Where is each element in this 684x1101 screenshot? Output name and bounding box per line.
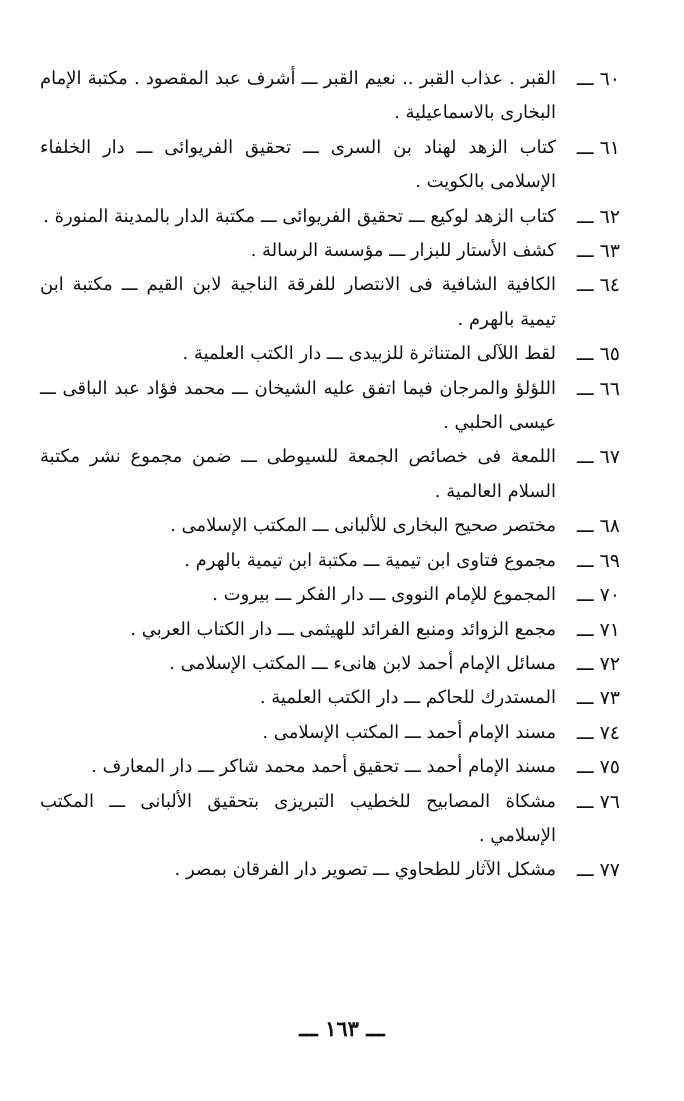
entry-text: كتاب الزهد لوكيع ـــ تحقيق الفريوائى ـــ مكتبة الدار بالمدينة المنورة . — [43, 205, 556, 227]
list-item — [40, 716, 620, 750]
list-item — [40, 647, 620, 681]
entry-text: الكافية الشافية فى الانتصار للفرقة الناجية لابن القيم ـــ مكتبة ابن تيمية بالهرم . — [40, 274, 556, 330]
list-item — [40, 62, 620, 131]
entry-number: ٧٥ ـــ — [576, 756, 620, 779]
list-item — [40, 681, 620, 715]
list-item — [40, 337, 620, 371]
entry-number: ٦٩ ـــ — [576, 549, 620, 572]
entry-text: المجموع للإمام النووى ـــ دار الفكر ـــ بيروت . — [212, 584, 556, 606]
entry-number: ٦١ ـــ — [576, 136, 620, 159]
bibliography-list — [40, 62, 620, 888]
entry-number: ٦٥ ـــ — [576, 343, 620, 366]
entry-text: مسائل الإمام أحمد لابن هانىء ـــ المكتب الإسلامى . — [169, 652, 556, 674]
entry-number: ٧٤ ـــ — [576, 721, 620, 744]
list-item — [40, 578, 620, 612]
entry-text: مجمع الزوائد ومنبع الفرائد للهيثمى ـــ دار الكتاب العربي . — [130, 618, 556, 640]
entry-number: ٧١ ـــ — [576, 618, 620, 641]
entry-number: ٦٢ ـــ — [576, 205, 620, 228]
list-item — [40, 440, 620, 509]
entry-text: مشكاة المصابيح للخطيب التبريزى بتحقيق الألبانى ـــ المكتب الإسلامي . — [40, 790, 556, 846]
entry-number: ٦٨ ـــ — [576, 515, 620, 538]
list-item — [40, 613, 620, 647]
list-item — [40, 268, 620, 337]
entry-text: كتاب الزهد لهناد بن السرى ـــ تحقيق الفريوائى ـــ دار الخلفاء الإسلامى بالكويت . — [40, 136, 556, 193]
entry-number: ٧٢ ـــ — [576, 652, 620, 675]
entry-text: مشكل الآثار للطحاوي ـــ تصوير دار الفرقان بمصر . — [174, 859, 556, 881]
entry-text: مسند الإمام أحمد ـــ تحقيق أحمد محمد شاكر ـــ دار المعارف . — [91, 756, 556, 778]
list-item — [40, 200, 620, 234]
entry-number: ٧٠ ـــ — [576, 584, 620, 607]
entry-text: لقط اللآلى المتناثرة للزبيدى ـــ دار الكتب العلمية . — [182, 343, 556, 365]
entry-text: مختصر صحيح البخارى للألبانى ـــ المكتب الإسلامى . — [170, 515, 556, 537]
entry-number: ٦٤ ـــ — [576, 274, 620, 297]
entry-text: القبر . عذاب القبر .. نعيم القبر ـــ أشرف عبد المقصود . مكتبة الإمام البخارى بالاسماعيلية . — [40, 68, 556, 124]
entry-text: المستدرك للحاكم ـــ دار الكتب العلمية . — [259, 687, 556, 709]
entry-text: مجموع فتاوى ابن تيمية ـــ مكتبة ابن تيمية بالهرم . — [184, 549, 556, 571]
entry-number: ٦٣ ـــ — [576, 240, 620, 263]
entry-number: ٦٦ ـــ — [576, 377, 620, 400]
entry-text: كشف الأستار للبزار ـــ مؤسسة الرسالة . — [250, 240, 556, 262]
entry-number: ٧٣ ـــ — [576, 687, 620, 710]
list-item — [40, 853, 620, 887]
entry-text: اللمعة فى خصائص الجمعة للسيوطى ـــ ضمن مجموع نشر مكتبة السلام العالمية . — [40, 446, 556, 502]
entry-text: مسند الإمام أحمد ـــ المكتب الإسلامى . — [262, 721, 556, 743]
entry-number: ٦٧ ـــ — [576, 446, 620, 469]
list-item — [40, 509, 620, 543]
entry-text: اللؤلؤ والمرجان فيما اتفق عليه الشيخان ـــ محمد فؤاد عبد الباقى ـــ عيسى الحلبي . — [40, 377, 556, 434]
entry-number: ٦٠ ـــ — [576, 68, 620, 90]
page-number: ـــ ١٦٣ ـــ — [299, 1016, 385, 1041]
list-item — [40, 544, 620, 578]
list-item — [40, 372, 620, 441]
list-item — [40, 234, 620, 268]
list-item — [40, 131, 620, 200]
list-item — [40, 750, 620, 784]
entry-number: ٧٦ ـــ — [576, 790, 620, 813]
list-item — [40, 785, 620, 854]
entry-number: ٧٧ ـــ — [576, 859, 620, 882]
